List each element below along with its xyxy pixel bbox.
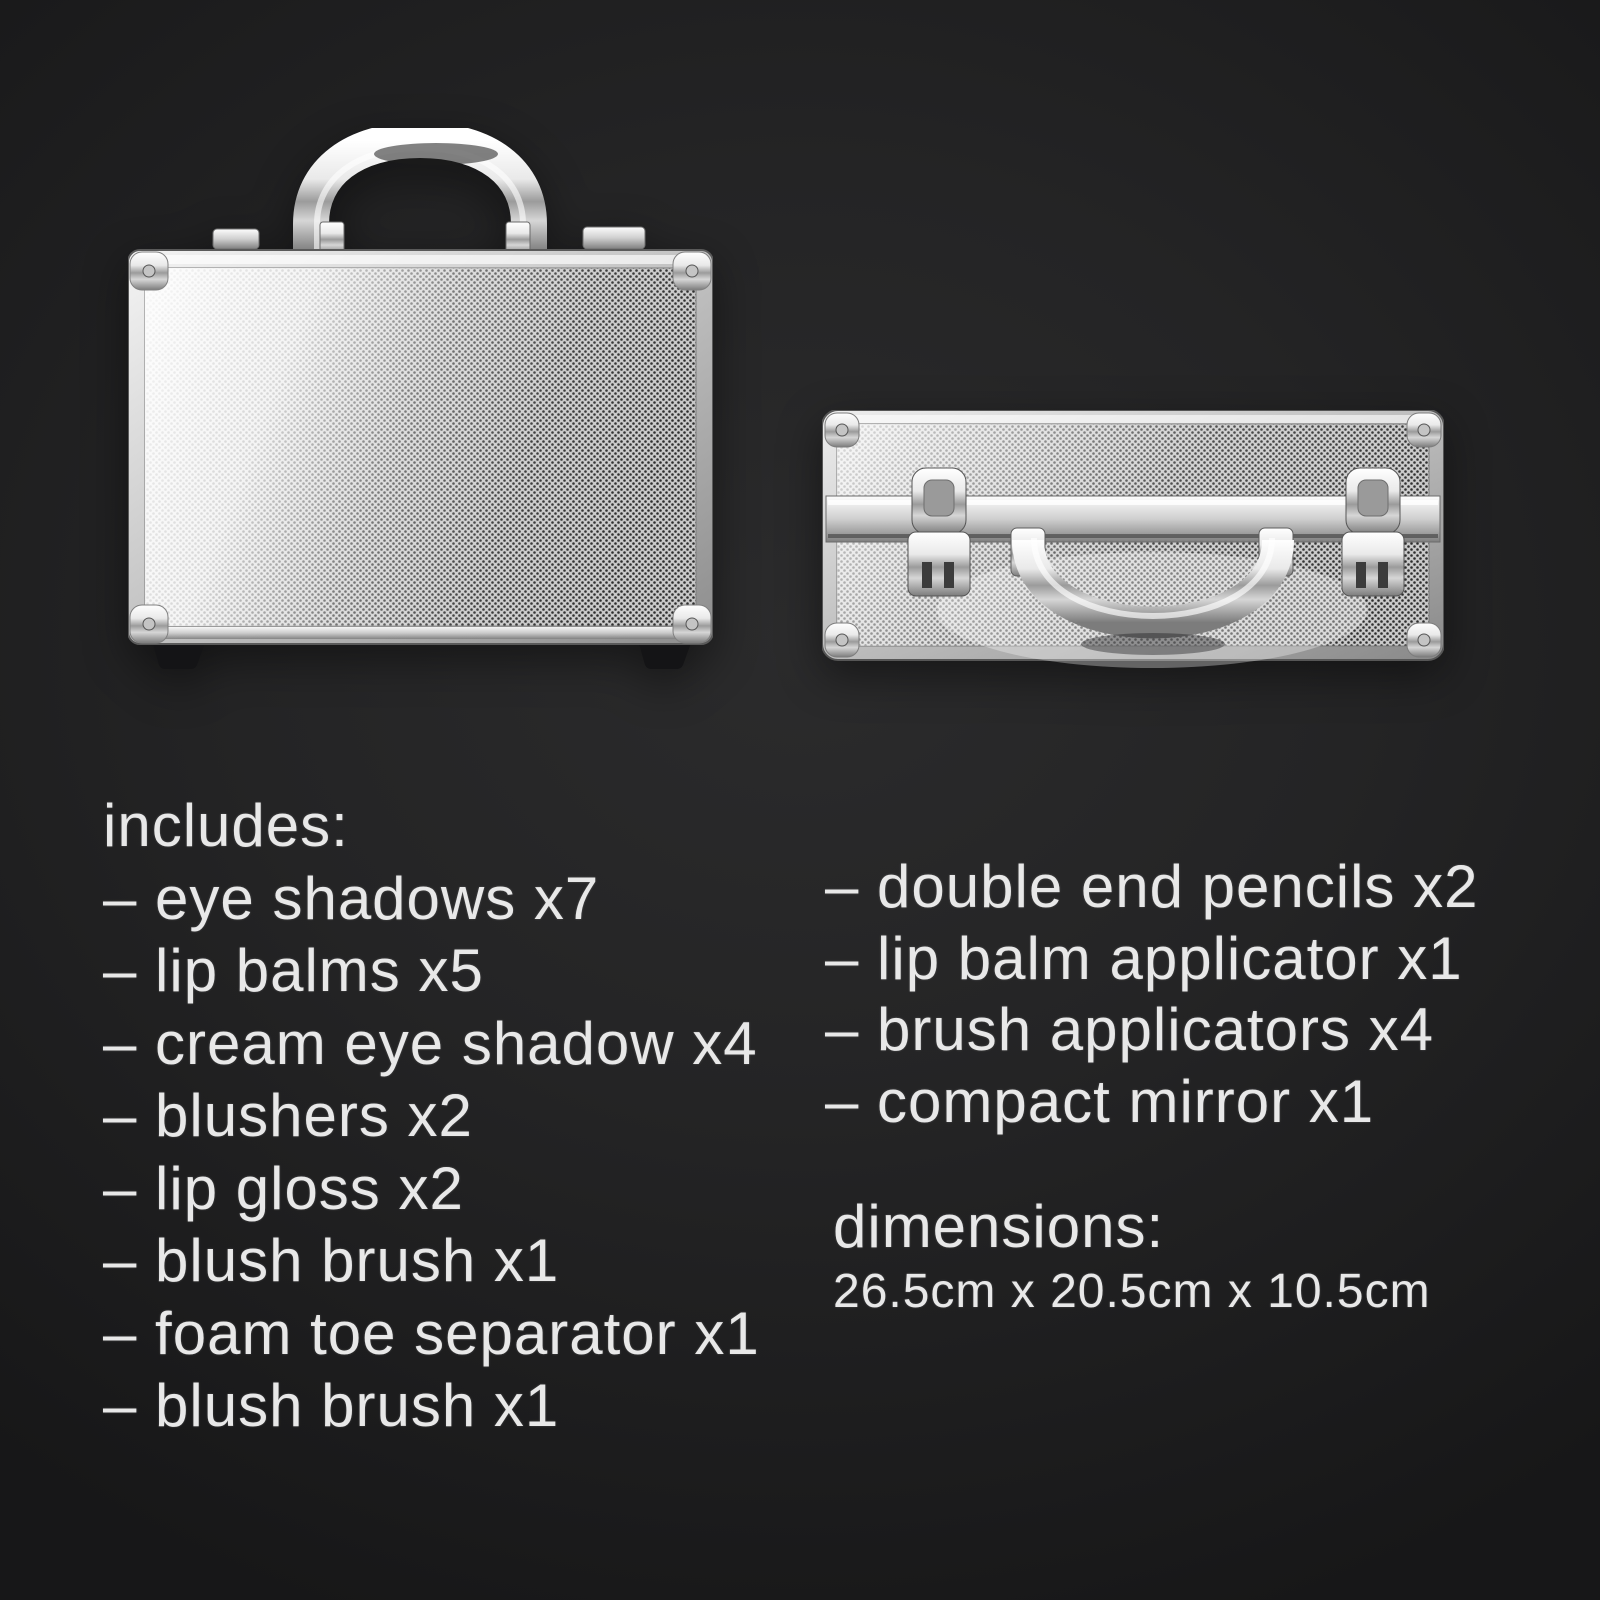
list-item: – lip balm applicator x1 [825,924,1463,992]
list-item: – blush brush x1 [103,1227,560,1294]
includes-list-right [825,851,1478,1137]
case-handle [311,140,530,254]
dimensions-heading: dimensions: [833,1193,1165,1260]
list-item: – lip gloss x2 [103,1154,464,1222]
list-item: – compact mirror x1 [825,1067,1375,1135]
list-item: – brush applicators x4 [825,996,1434,1063]
list-item: – foam toe separator x1 [103,1299,760,1367]
list-item: – blush brush x1 [103,1372,560,1439]
case-latch [1342,468,1404,596]
case-latch [908,468,970,596]
list-item: – double end pencils x2 [825,853,1479,920]
case-front-photo [128,128,713,673]
list-item: – eye shadows x7 [103,864,600,932]
list-item: – cream eye shadow x4 [103,1009,758,1077]
dimensions-block [833,1191,1431,1321]
case-hinge-tab [213,229,259,249]
includes-heading: includes: [103,792,349,859]
case-hinge-tab [583,227,645,249]
includes-list-left [103,790,760,1443]
dimensions-value: 26.5cm x 20.5cm x 10.5cm [833,1265,1431,1318]
list-item: – lip balms x5 [103,937,484,1004]
case-body [128,250,713,644]
list-item: – blushers x2 [103,1082,473,1149]
case-top-photo [822,410,1444,668]
